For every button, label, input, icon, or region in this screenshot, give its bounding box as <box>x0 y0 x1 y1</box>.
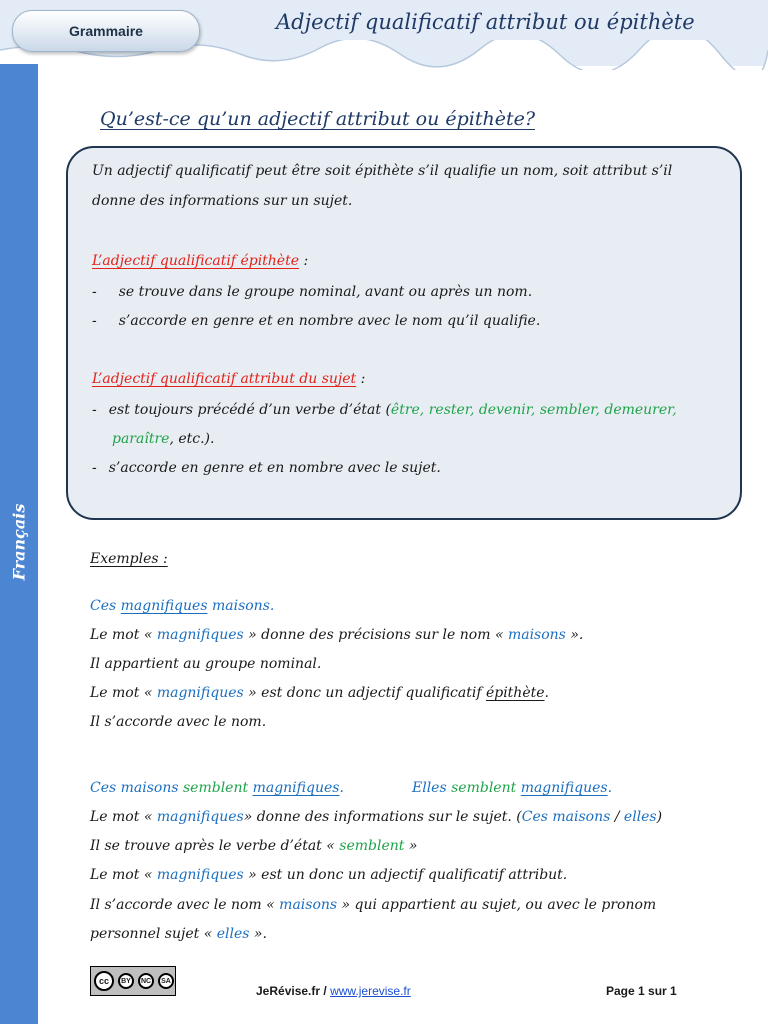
bullet-dash: - <box>92 313 97 329</box>
verb-semblent: semblent <box>451 780 517 796</box>
attribut-item-1-prefix: est toujours précédé d’un verbe d’état ( <box>108 402 391 418</box>
cc-icon: cc <box>94 971 114 991</box>
category-badge: Grammaire <box>12 10 200 52</box>
bullet-dash: - <box>92 460 97 476</box>
text: » est donc un adjectif qualificatif <box>243 685 486 701</box>
attribut-item-1-suffix: , etc.). <box>169 431 215 447</box>
epithete-item-2 <box>92 313 540 329</box>
footer-separator: / <box>320 984 331 998</box>
text: Le mot « <box>90 867 157 883</box>
epithete-heading-colon: : <box>299 253 309 269</box>
text: ». <box>565 627 584 643</box>
text: Elles <box>412 780 452 796</box>
epithete-item-2-text: s’accorde en genre et en nombre avec le nom qu’il qualifie. <box>118 313 541 329</box>
document-title: Adjectif qualificatif attribut ou épithète <box>276 10 695 34</box>
text: . <box>339 780 344 796</box>
example-2-line-5 <box>90 926 267 942</box>
bullet-dash: - <box>92 402 97 418</box>
example-1-sentence <box>90 598 274 614</box>
footer-website-link[interactable]: www.jerevise.fr <box>330 984 411 998</box>
section-question: Qu’est-ce qu’un adjectif attribut ou épithète? <box>100 108 536 130</box>
attribut-item-2-text: s’accorde en genre et en nombre avec le sujet. <box>108 460 441 476</box>
state-verb-paraitre: paraître <box>112 431 170 447</box>
definition-intro-line-1: Un adjectif qualificatif peut être soit épithète s’il qualifie un nom, soit attribut s’il <box>92 163 673 179</box>
example-1-line-3 <box>90 685 549 701</box>
bullet-dash: - <box>92 284 97 300</box>
footer-site <box>256 984 411 998</box>
text: . <box>607 780 613 796</box>
text: » qui appartient au sujet, ou avec le pronom <box>337 897 657 913</box>
text: ». <box>249 926 267 942</box>
word-magnifiques: magnifiques <box>156 809 244 825</box>
text: Il se trouve après le verbe d’état « <box>90 838 340 854</box>
example-1-line-1 <box>90 627 583 643</box>
example-2-line-3 <box>90 867 567 883</box>
text: / <box>610 809 624 825</box>
definition-intro-line-2: donne des informations sur un sujet. <box>92 193 353 209</box>
text: ) <box>656 809 663 825</box>
epithete-item-1-text: se trouve dans le groupe nominal, avant ou après un nom. <box>118 284 533 300</box>
attribut-item-1-continued <box>112 431 214 447</box>
ex1-rest: maisons. <box>207 598 275 614</box>
word-magnifiques: magnifiques <box>156 867 244 883</box>
word-elles: elles <box>216 926 250 942</box>
state-verbs-list: être, rester, devenir, sembler, demeurer, <box>390 402 677 418</box>
example-1-line-4: Il s’accorde avec le nom. <box>90 714 267 730</box>
footer-page-number: Page 1 sur 1 <box>606 984 677 998</box>
ex1-ces: Ces <box>90 598 121 614</box>
example-1-line-2: Il appartient au groupe nominal. <box>90 656 322 672</box>
examples-heading: Exemples : <box>90 551 168 567</box>
word-magnifiques: magnifiques <box>156 685 244 701</box>
text: » est un donc un adjectif qualificatif attribut. <box>243 867 568 883</box>
subject-elles: elles <box>623 809 657 825</box>
creative-commons-badge <box>90 966 176 996</box>
adjective-magnifiques: magnifiques <box>520 780 608 796</box>
cc-by-icon: BY <box>118 973 134 989</box>
attribut-heading-text: L’adjectif qualificatif attribut du sujet <box>92 371 357 387</box>
example-2-line-4 <box>90 897 656 913</box>
text: personnel sujet « <box>90 926 217 942</box>
text: » donne des informations sur le sujet. ( <box>243 809 522 825</box>
example-2-line-2 <box>90 838 417 854</box>
cc-nc-icon: NC <box>138 973 154 989</box>
epithete-heading <box>92 253 308 269</box>
text: Le mot « <box>90 809 157 825</box>
text: Il s’accorde avec le nom « <box>90 897 280 913</box>
sidebar-subject-label: Français <box>9 503 29 581</box>
attribut-item-2 <box>92 460 441 476</box>
word-epithete: épithète <box>485 685 545 701</box>
text: Le mot « <box>90 627 157 643</box>
verb-semblent: semblent <box>183 780 249 796</box>
example-2-line-1 <box>90 809 662 825</box>
epithete-heading-text: L’adjectif qualificatif épithète <box>92 253 300 269</box>
word-magnifiques: magnifiques <box>156 627 244 643</box>
example-2-sentence-1 <box>90 780 344 796</box>
verb-semblent: semblent <box>339 838 405 854</box>
text: » <box>404 838 418 854</box>
text: Le mot « <box>90 685 157 701</box>
cc-sa-icon: SA <box>158 973 174 989</box>
word-maisons: maisons <box>507 627 566 643</box>
adjective-magnifiques: magnifiques <box>252 780 340 796</box>
epithete-item-1 <box>92 284 532 300</box>
text: Ces maisons <box>90 780 183 796</box>
text: . <box>544 685 549 701</box>
ex1-adjective: magnifiques <box>120 598 208 614</box>
example-2-sentence-2 <box>412 780 612 796</box>
footer-site-name: JeRévise.fr <box>256 984 321 998</box>
word-maisons: maisons <box>279 897 338 913</box>
subject-ces-maisons: Ces maisons <box>521 809 611 825</box>
attribut-heading <box>92 371 365 387</box>
attribut-heading-colon: : <box>356 371 366 387</box>
text: » donne des précisions sur le nom « <box>243 627 508 643</box>
attribut-item-1 <box>92 402 677 418</box>
